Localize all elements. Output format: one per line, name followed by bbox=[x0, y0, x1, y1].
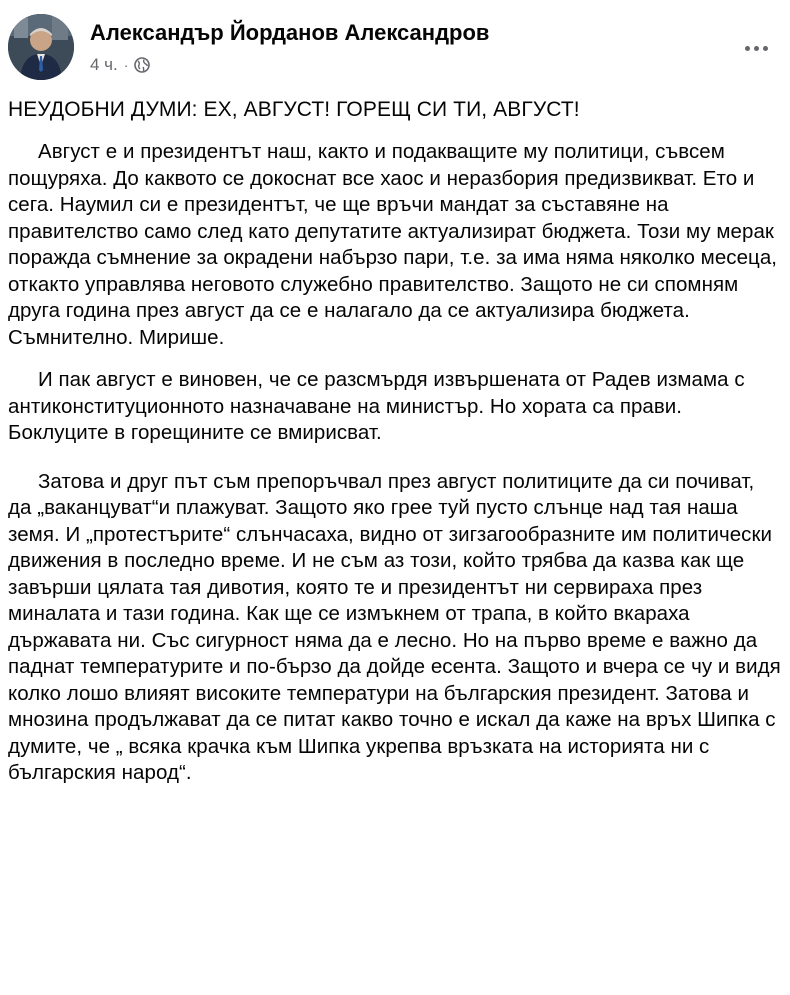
avatar-photo-icon bbox=[8, 14, 74, 80]
meta-separator: · bbox=[123, 57, 129, 73]
post-title: НЕУДОБНИ ДУМИ: ЕХ, АВГУСТ! ГОРЕЩ СИ ТИ, АВГУСТ! bbox=[8, 98, 580, 121]
more-dot bbox=[763, 46, 768, 51]
post-paragraph: Август е и президентът наш, както и подакващите му политици, съвсем пощуряха. До каквото се докоснат все хаос и неразбория предизвикват. Ето и сега. Наумил си е президентът, че ще връчи мандат за съставяне на правителство само след като депутатите актуализират бюджета. Този му мерак поражда съмнение за окрадени набързо пари, т.е. за има няма няколко месеца, откакто управлява неговото служебно правителство. Защото не си спомням друга година през август да се е налагало да се актуализира бюджета. Съмнително. Мирише. bbox=[8, 140, 778, 349]
more-dot bbox=[754, 46, 759, 51]
globe-icon[interactable] bbox=[134, 57, 150, 73]
avatar[interactable] bbox=[8, 14, 74, 80]
post-time[interactable]: 4 ч. bbox=[90, 55, 118, 74]
more-dot bbox=[745, 46, 750, 51]
post-meta bbox=[90, 55, 150, 75]
post-content bbox=[8, 96, 782, 805]
more-options-icon[interactable] bbox=[738, 36, 774, 60]
post-paragraph: И пак август е виновен, че се разсмърдя извършената от Радев измама с антиконституционното назначаване на министър. Но хората са прави. Боклуците в горещините се вмирисват. bbox=[8, 368, 745, 444]
author-name[interactable]: Александър Йорданов Александров bbox=[90, 20, 490, 45]
post-paragraph: Затова и друг път съм препоръчвал през август политиците да си почиват, да „ваканцуват“и плажуват. Защото яко грее туй пусто слънце над тая наша земя. И „протестърите“ слънчасаха, видно от зигзагообразните им политически движения в последно време. И не съм аз този, който трябва да казва как ще завърши цялата тая дивотия, която те и президентът ни сервираха през миналата и тази година. Как ще се измъкнем от трапа, в който вкараха държавата ни. Със сигурност няма да е лесно. Но на първо време е важно да паднат температурите и по-бързо да дойде есента. Защото и вчера се чу и видя колко лошо влияят високите температури на българския президент. Затова и мнозина продължават да се питат какво точно е искал да каже на връх Шипка с думите, че „ всяка крачка към Шипка укрепва връзката на историята ни с българския народ“. bbox=[8, 469, 781, 784]
post-header bbox=[0, 0, 790, 90]
